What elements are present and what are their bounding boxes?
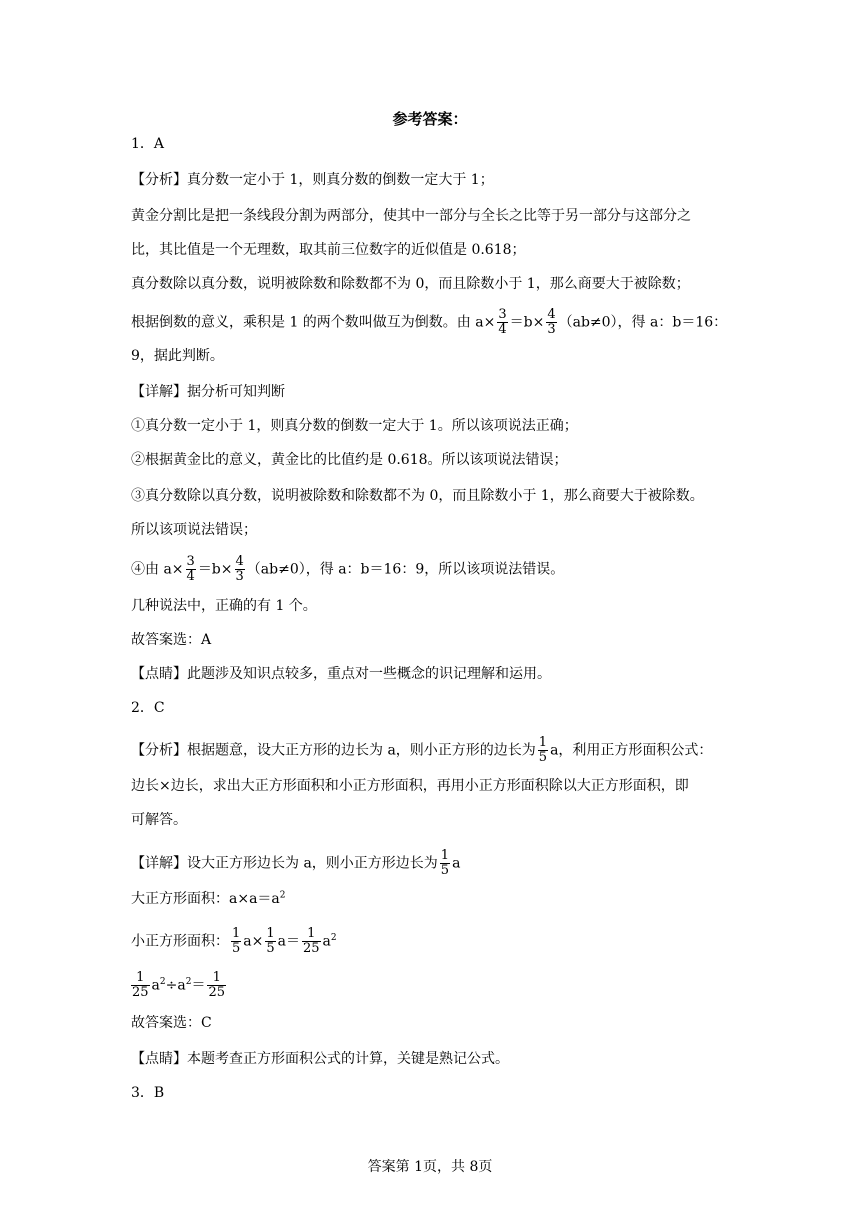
q1-comment-line bbox=[131, 664, 732, 684]
q1-analysis-line-5 bbox=[131, 308, 732, 337]
q1-detail-line-5: 几种说法中，正确的有 1 个。 bbox=[131, 598, 317, 614]
q2-detail-text-1b: a bbox=[452, 855, 461, 872]
q1-analysis-line-4: 真分数除以真分数，说明被除数和除数都不为 0，而且除数小于 1，那么商要大于被除数； bbox=[131, 276, 690, 292]
q2-detail-text-3d: a bbox=[322, 933, 331, 950]
comment-tag: 【点睛】 bbox=[131, 666, 187, 682]
fraction-four-thirds bbox=[235, 555, 245, 584]
q2-detail-line-1 bbox=[131, 849, 732, 878]
analysis-tag: 【分析】 bbox=[131, 742, 187, 759]
q1-analysis-line-3: 比，其比值是一个无理数，取其前三位数字的近似值是 0.618； bbox=[131, 242, 526, 258]
q3-number: 3．B bbox=[131, 1085, 165, 1101]
q2-detail-text-1a: 设大正方形边长为 a，则小正方形边长为 bbox=[187, 855, 438, 872]
detail-tag: 【详解】 bbox=[131, 384, 187, 400]
fraction-denominator: 4 bbox=[186, 569, 195, 584]
fraction-one-fifth bbox=[231, 927, 241, 956]
fraction-numerator: 3 bbox=[186, 554, 195, 569]
comment-tag: 【点睛】 bbox=[131, 1051, 187, 1067]
fraction-numerator: 4 bbox=[547, 307, 556, 322]
q1-analysis-text-5a: 根据倒数的意义，乘积是 1 的两个数叫做互为倒数。由 a× bbox=[131, 314, 496, 331]
fraction-denominator: 4 bbox=[498, 322, 507, 337]
fraction-numerator: 1 bbox=[131, 971, 150, 986]
q1-analysis-text-5b: ＝b× bbox=[509, 314, 545, 331]
fraction-numerator: 3 bbox=[498, 307, 507, 322]
superscript-two: 2 bbox=[330, 932, 337, 943]
q2-analysis-line-1 bbox=[131, 736, 732, 765]
fraction-denominator: 5 bbox=[538, 750, 548, 765]
q1-detail-line-3b: 所以该项说法错误； bbox=[131, 522, 257, 538]
q1-detail-line-4 bbox=[131, 555, 732, 584]
q2-detail-text-3a: 小正方形面积： bbox=[131, 933, 229, 950]
fraction-three-quarters bbox=[497, 308, 507, 337]
q2-detail-line-5: 故答案选：C bbox=[131, 1015, 212, 1031]
q1-analysis-line-2: 黄金分割比是把一条线段分割为两部分，使其中一部分与全长之比等于另一部分与这部分之 bbox=[131, 208, 691, 224]
q2-detail-text-2: 大正方形面积：a×a＝a bbox=[131, 891, 280, 907]
q2-analysis-line-3: 可解答。 bbox=[131, 812, 187, 828]
fraction-numerator: 1 bbox=[538, 735, 548, 750]
fraction-three-quarters bbox=[186, 555, 196, 584]
fraction-numerator: 1 bbox=[207, 971, 226, 986]
page-footer: 答案第 1页，共 8页 bbox=[367, 1159, 493, 1175]
fraction-denominator: 25 bbox=[208, 985, 225, 1000]
fraction-four-thirds bbox=[546, 308, 556, 337]
q2-analysis-text-1a: 根据题意，设大正方形的边长为 a，则小正方形的边长为 bbox=[187, 742, 536, 759]
q1-detail-line-1: ①真分数一定小于 1，则真分数的倒数一定大于 1。所以该项说法正确； bbox=[131, 418, 578, 434]
fraction-one-twentyfifth bbox=[302, 927, 321, 956]
fraction-one-fifth bbox=[538, 736, 548, 765]
q1-detail-text-4c: （ab≠0），得 a：b＝16：9，所以该项说法错误。 bbox=[246, 561, 565, 578]
fraction-denominator: 25 bbox=[132, 985, 149, 1000]
superscript-two: 2 bbox=[159, 976, 166, 987]
fraction-numerator: 1 bbox=[302, 927, 321, 942]
q2-comment-line bbox=[131, 1049, 732, 1069]
page-title: 参考答案： bbox=[392, 110, 468, 128]
q1-analysis-line-1 bbox=[131, 170, 732, 190]
superscript-two: 2 bbox=[279, 890, 286, 901]
q1-comment-text: 此题涉及知识点较多，重点对一些概念的识记理解和运用。 bbox=[187, 666, 551, 682]
q2-detail-text-4a: a bbox=[151, 977, 160, 994]
q2-detail-text-4c: ＝ bbox=[191, 977, 206, 994]
q1-detail-text-4a: ④由 a× bbox=[131, 561, 184, 578]
fraction-denominator: 3 bbox=[235, 569, 244, 584]
q2-comment-text: 本题考查正方形面积公式的计算，关键是熟记公式。 bbox=[187, 1051, 509, 1067]
q1-analysis-text-1: 真分数一定小于 1，则真分数的倒数一定大于 1； bbox=[187, 172, 494, 188]
fraction-denominator: 25 bbox=[303, 941, 320, 956]
fraction-denominator: 5 bbox=[440, 863, 450, 878]
q1-detail-line-6: 故答案选：A bbox=[131, 632, 212, 648]
q2-detail-text-3b: a× bbox=[243, 933, 264, 950]
fraction-numerator: 1 bbox=[232, 926, 241, 941]
q2-detail-line-2 bbox=[131, 889, 732, 909]
analysis-tag: 【分析】 bbox=[131, 172, 187, 188]
fraction-denominator: 5 bbox=[266, 941, 275, 956]
fraction-one-fifth bbox=[265, 927, 275, 956]
q2-detail-text-3c: a＝ bbox=[277, 933, 300, 950]
q2-number: 2．C bbox=[131, 700, 165, 716]
q1-analysis-text-5c: （ab≠0），得 a：b＝16： bbox=[558, 314, 728, 331]
fraction-one-twentyfifth bbox=[207, 971, 226, 1000]
fraction-numerator: 4 bbox=[235, 554, 244, 569]
q2-analysis-line-2: 边长×边长，求出大正方形面积和小正方形面积，再用小正方形面积除以大正方形面积，即 bbox=[131, 778, 689, 794]
q2-analysis-text-1b: a，利用正方形面积公式： bbox=[550, 742, 713, 759]
q1-detail-line-0 bbox=[131, 382, 732, 402]
fraction-one-fifth bbox=[440, 849, 450, 878]
q2-detail-text-4b: ÷a bbox=[165, 977, 186, 994]
fraction-numerator: 1 bbox=[440, 848, 450, 863]
q1-analysis-line-6: 9，据此判断。 bbox=[131, 348, 224, 364]
fraction-denominator: 3 bbox=[547, 322, 556, 337]
q1-number: 1．A bbox=[131, 136, 165, 152]
fraction-numerator: 1 bbox=[266, 926, 275, 941]
q2-detail-line-4 bbox=[131, 971, 732, 1000]
fraction-one-twentyfifth bbox=[131, 971, 150, 1000]
q2-detail-line-3 bbox=[131, 927, 732, 956]
q1-detail-text-0: 据分析可知判断 bbox=[187, 384, 285, 400]
fraction-denominator: 5 bbox=[232, 941, 241, 956]
superscript-two: 2 bbox=[185, 976, 192, 987]
q1-detail-line-2: ②根据黄金比的意义，黄金比的比值约是 0.618。所以该项说法错误； bbox=[131, 452, 568, 468]
detail-tag: 【详解】 bbox=[131, 855, 187, 872]
q1-detail-text-4b: ＝b× bbox=[197, 561, 233, 578]
q1-detail-line-3: ③真分数除以真分数，说明被除数和除数都不为 0，而且除数小于 1，那么商要大于被除数。 bbox=[131, 488, 704, 504]
